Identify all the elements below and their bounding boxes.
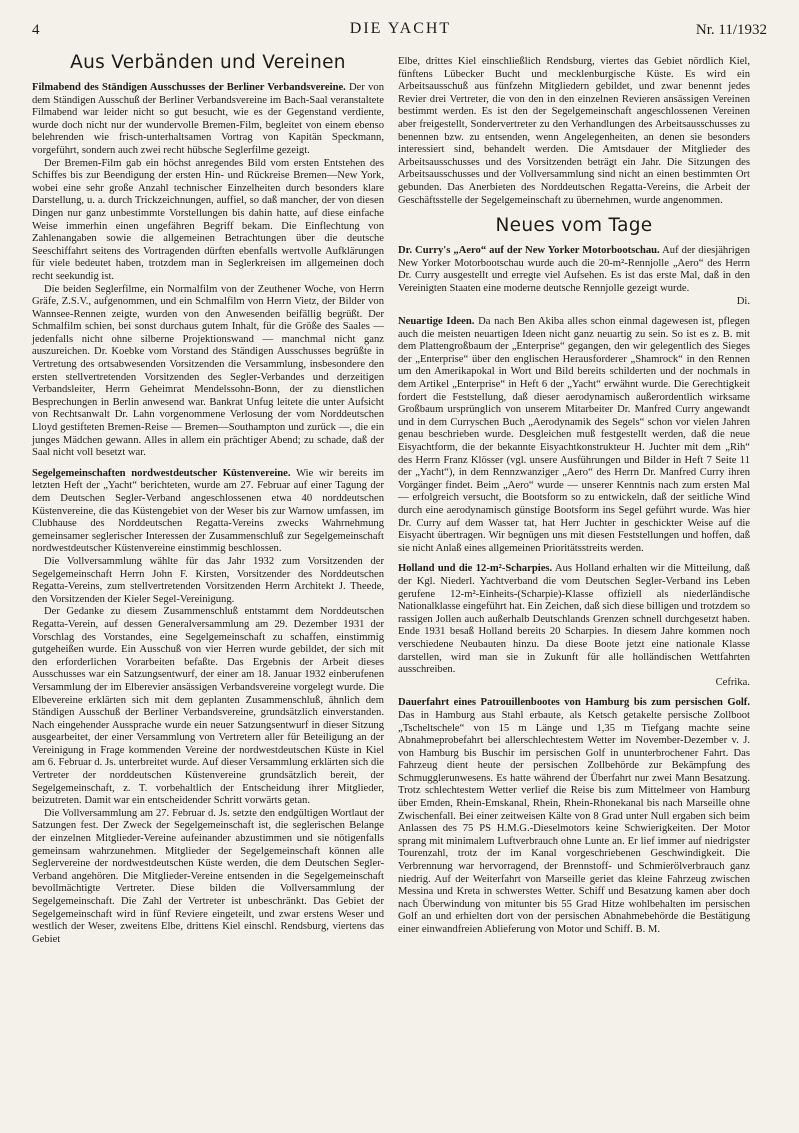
- section-title-verbaende: Aus Verbänden und Vereinen: [70, 52, 346, 73]
- article-text: Das in Hamburg aus Stahl erbaute, als Ketsch getakelte persische Zollboot „Tscheltschele“ von 15 m Länge und 1,35 m Tiefgang machte seine Abnahmeprobefahrt bei allerschlechtestem Wetter im November-Dezember v. J. von Hamburg bis Buschir im persischen Golf in ununterbrochener Fahrt. Das Fahrzeug dient heute der persischen Zollbehörde zur Bekämpfung des Schmugglerunwesens. Es hatte während der Überfahrt nur zwei Mann Besatzung. Trotz schlechtestem Wetter verlief die Reise bis zum Mittelmeer von Hamburg über Emden, Rhein-Emskanal, Rhein, Rhein-Rhonekanal bis nach Marseille ohne Zwischenfall. Bei einer zeitweisen Kälte von 8 Grad unter Null ergaben sich beim Anlassen des 75 PS H.M.G.-Dieselmotors keine Schwierigkeiten. Der Motor sprang mit minimalem Luftverbrauch ohne Lunte an. Er lief immer auf niedrigster Tourenzahl, trotz der im Kanal vorgeschriebenen Geschwindigkeit. Die Verbrennung war hervorragend, der Brennstoff- und Schmierölverbrauch ganz niedrig. Auf der Weiterfahrt von Marseille geriet das kleine Fahrzeug zwischen Messina und Kreta in schwerstes Wetter. Schiff und Besatzung kamen aber doch nach Überwindung von mitunter bis 55 Grad Hitze wohlbehalten im persischen Golf an und erhielten dort von der persischen Abnahmebehörde die Bestätigung einer einwandfreien Ablieferung von Motor und Schiff.: [398, 709, 750, 935]
- left-column: [32, 48, 384, 954]
- magazine-title: DIE YACHT: [349, 20, 452, 37]
- article-title: Holland und die 12-m²-Scharpies.: [398, 563, 553, 575]
- right-column: [398, 56, 750, 945]
- article-signature: B. M.: [635, 924, 660, 935]
- article-paragraph: [32, 82, 384, 158]
- article-paragraph: Der Gedanke zu diesem Zusammenschluß entstammt dem Norddeutschen Regatta-Verein, auf dessen Generalversammlung am 29. Dezember 1931 der Vorschlag des Vorstandes, eine Segelgemeinschaft zu schaffen, einstimmig gutgeheißen wurde. Ein Ausschuß von vier Herren wurde gebildet, der sich mit den erforderlichen Vorarbeiten befaßte. Das Ergebnis der Arbeit dieses Ausschusses war ein Satzungsentwurf, der einer am 18. Januar 1932 einberufenen Versammlung der im Elberevier ansässigen Verbandsvereine vorgelegt wurde. Die Elbevereine erklärten sich mit dem geplanten Zusammenschluß, ähnlich dem Ständigen Ausschuß der Berliner Verbandsvereine, grundsätzlich einverstanden. Nach eingehender Aussprache wurde ein neuer Satzungsentwurf in dieser Sitzung ausgearbeitet, der einer Versammlung von Vertretern aller für Beteiligung an der Vereinigung in Frage kommenden Vereine der nordwestdeutschen Küste in Kiel am 6. Februar d. Js. unterbreitet wurde. Auf dieser Versammlung erklärten sich die Vertreter der norddeutschen Küstenvereine grundsätzlich bereit, der Segelgemeinschaft, z. T. vorbehaltlich der Entscheidung ihrer Mitglieder, beizutreten. Damit war ein entscheidender Schritt vorwärts getan.: [32, 606, 384, 807]
- article-patrouillenboot: [398, 697, 750, 936]
- article-title: Segelgemeinschaften nordwestdeutscher Küstenvereine.: [32, 467, 291, 479]
- article-text: Auf der diesjährigen New Yorker Motorbootschau wurde auch die 20-m²-Rennjolle „Aero“ des Herrn Dr. Curry ausgestellt und erregte viel Aufsehen. Es ist das erste Mal, daß in den Vereinigten Staaten eine moderne deutsche Rennjolle gezeigt wurde.: [398, 245, 750, 294]
- article-paragraph: [398, 316, 750, 555]
- article-paragraph: Der Bremen-Film gab ein höchst anregendes Bild vom ersten Entstehen des Schiffes bis zur Beendigung der ersten Hin- und Rückreise Bremen—New York, wobei eine sehr große Anzahl technischer Einzelheiten durch besonders klare Darstellung, u. a. durch Trickzeichnungen, auffiel, so daß mancher, der von diesen Dingen nur ganz unbestimmte Vorstellungen bis dahin hatte, auf diese einfache Weise immerhin einen ungefähren Begriff bekam. Die Einflechtung von Zahlenangaben sowie die allgemeinen Betrachtungen über die deutsche Seeschiffahrt seitens des Vortragenden dürften ebenfalls wertvolle Aufklärungen für viele bedeutet haben, trotzdem man in Seglerkreisen im allgemeinen doch recht seekundig ist.: [32, 157, 384, 282]
- article-paragraph: Die Vollversammlung wählte für das Jahr 1932 zum Vorsitzenden der Segelgemeinschaft Herrn John F. Kirsten, Vorsitzender des Norddeutschen Regatta-Vereins, zum stellvertretenden Vorsitzenden Herrn Architekt J. Theede, den Vorsitzenden der Kieler Segel-Vereinigung.: [32, 555, 384, 605]
- article-signature: Di.: [736, 295, 750, 307]
- article-segelgemeinschaften: [32, 468, 384, 947]
- article-signature: Cefrika.: [715, 676, 750, 688]
- page-header: [30, 18, 771, 44]
- article-title: Dr. Curry's „Aero“ auf der New Yorker Motorbootschau.: [398, 245, 660, 257]
- article-paragraph: [398, 563, 750, 676]
- article-text: Der von dem Ständigen Ausschuß der Berliner Verbandsvereine im Bach-Saal veranstaltete Filmabend war leider nicht so gut besucht, wie es der Gegenstand verdiente, wurde doch nicht nur der wundervolle Bremen-Film, begleitet von einem ebenso belehrenden wie frisch-unterhaltsamen Vortrag von Kapitän Speckmann, vorgeführt, sondern auch zwei recht hübsche Seglerfilme gezeigt.: [32, 82, 384, 156]
- article-continuation: [398, 56, 750, 207]
- article-title: Neuartige Ideen.: [398, 316, 475, 328]
- article-paragraph: Die Vollversammlung am 27. Februar d. Js. setzte den endgültigen Wortlaut der Satzungen fest. Der Zweck der Segelgemeinschaft ist, die seglerischen Belange der einzelnen Mitglieder-Vereine aufeinander abzustimmen und sie nötigenfalls gemeinsam wahrzunehmen. Mitglieder der Segelgemeinschaft können alle Seglervereine der nordwestdeutschen Küste werden, die dem Deutschen Segler-Verband angehören. Die Mitglieder-Vereine entsenden in die Segelgemeinschaft bevollmächtigte Vertreter. Diese bilden die Vollversammlung der Segelgemeinschaft. Die Zahl der Vertreter ist unbeschränkt. Das Gebiet der Segelgemeinschaft wird in fünf Reviere eingeteilt, und zwar erstens Weser und westlich der Weser, zweitens Elbe, drittens Kiel einschl. Rendsburg, viertens das Gebiet: [32, 807, 384, 945]
- section-title-neues: Neues vom Tage: [495, 215, 653, 237]
- article-filmabend: [32, 82, 384, 460]
- article-neuartige-ideen: [398, 316, 750, 555]
- article-text: Aus Holland erhalten wir die Mitteilung, daß der Kgl. Niederl. Yachtverband die vom Deutschen Segler-Verband ins Leben gerufene 12-m²-Einheits-(Scharpie)-Klasse offiziell als niederländische Nationalklasse eingeführt hat. Ein Zeichen, daß sich diese billigen und trotzdem so rassigen Jollen auch außerhalb Deutschlands Grenzen schnell durchgesetzt haben. Ende 1931 besaß Holland bereits 20 Scharpies. In diesem Jahre kommen noch verschiedene Neubauten hinzu. Da diese Boote jetzt eine nationale Klasse darstellen, wird man sie in Zukunft für alle holländischen Wettfahrten ausschreiben.: [398, 563, 750, 676]
- page-number: 4: [32, 22, 40, 38]
- article-text: Da nach Ben Akiba alles schon einmal dagewesen ist, pflegen auch die meisten neuartigen Ideen nicht ganz neuartig zu sein. So ist es z. B. mit dem Plattengroßbaum der „Enterprise“ gegangen, den wir gelegentlich des Sieges der „Enterprise“ über den englischen Herausforderer „Shamrock“ in den Rennen um den Amerikapokal in Wort und Bild bereits schilderten und der nochmals in dem Artikel „Enterprise“ in Heft 6 der „Yacht“ erwähnt wurde. Die Gerechtigkeit fordert die Feststellung, daß dieser aerodynamisch außerordentlich wirksame Großbaum ursprünglich von unserem Mitarbeiter Dr. Manfred Curry angewandt und in dem Curryschen Buch „Aerodynamik des Segels“ schon vor vielen Jahren genau beschrieben wurde. Desgleichen muß festgestellt werden, daß die neue Eisyachtform, die der bekannte Eisyachtkonstrukteur H. Juchter mit dem „Rih“ des Herrn Franz Klösser (vgl. unsere Ausführungen und Bilder in Heft 7 Seite 11 der „Yacht“), in dem Rennzwanziger „Aero“ des Herrn Dr. Manfred Curry ihren Vorgänger findet. Beim „Aero“ wurde — unserer Kenntnis nach zum ersten Mal — erfolgreich versucht, die Bootsform so zu entwickeln, daß der seitliche Wind durch eine aerodynamisch günstige Bootsform ins Segel geführt wurde. Was hier Dr. Curry auf dem Wasser tat, hat Herr Juchter in geschickter Weise auf die Eisyacht übertragen. Wir begnügen uns mit diesen Feststellungen und hoffen, daß sie nicht Anlaß eines allgemeinen Prioritätsstreits werden.: [398, 316, 750, 554]
- article-paragraph: Die beiden Seglerfilme, ein Normalfilm von der Zeuthener Woche, von Herrn Gräfe, Z.S.V., aufgenommen, und ein Schmalfilm von Herrn Vietz, der Bilder von Wannsee-Rennen zeigte, wurden von den Anwesenden beifällig begrüßt. Der Schmalfilm schien, bei sonst durchaus gutem Inhalt, für die Größe des Saales — jedenfalls nicht ohne silberne Projektionswand — manchmal nicht ganz auszureichen. Dr. Koebke vom Vorstand des Ständigen Ausschusses begrüßte in Vertretung des ortsabwesenden Vorsitzenden die Versammlung, insbesondere den ersten stellvertretenden Vorsitzenden des Segler-Verbandes und derzeitigen Verbandsleiter, Herrn Geheimrat Mendelssohn-Bonn, der zu dienstlichen Besprechungen in Berlin anwesend war. Bankrat Unfug leitete die unter Aufsicht von Rechtsanwalt Dr. Lahn vorgenommene Verlosung der vom Norddeutschen Lloyd gestifteten Bremen-Reise — Bremen—Southampton und zurück —, die ein junges Mädchen gewann. Alles in allem ein prächtiger Abend; zu schade, daß der Saal nicht voll besetzt war.: [32, 283, 384, 459]
- article-paragraph: Elbe, drittes Kiel einschließlich Rendsburg, viertes das Gebiet nördlich Kiel, fünftens Lübecker Bucht und mecklenburgische Küste. Es wird ein Arbeitsausschuß aus fünfzehn Mitgliedern gebildet, und zwar benennt jedes Revier drei Vertreter, die von den in den einzelnen Revieren ansässigen Vereinen bestimmt werden. Es ist den der Segelgemeinschaft angeschlossenen Vereinen aber freigestellt, Sondervertreter zu den Verhandlungen des Arbeitsausschusses zu benennen bzw. zu entsenden, wenn Angelegenheiten, an denen sie besonders interessiert sind, behandelt werden. Die Amtsdauer der Mitglieder des Arbeitsausschusses und des Vorsitzenden beträgt ein Jahr. Die Sitzungen des Arbeitsausschusses und der Vollversammlung sind nicht an einen bestimmten Ort gebunden. Das Anerbieten des Norddeutschen Regatta-Vereins, die Arbeit der Geschäftsstelle der Segelgemeinschaft zu übernehmen, wurde angenommen.: [398, 56, 750, 206]
- article-paragraph: [398, 245, 750, 295]
- article-title: Dauerfahrt eines Patrouillenbootes von Hamburg bis zum persischen Golf.: [398, 697, 750, 709]
- article-text: Wie wir bereits im letzten Heft der „Yacht“ berichteten, wurde am 27. Februar auf einer Tagung der dem Deutschen Segler-Verband angeschlossenen etwa 40 norddeutschen Küstenvereine, die das Küstengebiet von der Weser bis zur Warnow umfassen, im Clubhause des Norddeutschen Regatta-Vereins zwecks Wahrnehmung gemeinsamer seglerischer Interessen der Zusammenschluß zur Segelgemeinschaft nordwestdeutscher Küstenvereine einstimmig beschlossen.: [32, 467, 384, 555]
- article-aero: [398, 245, 750, 308]
- article-paragraph: [32, 468, 384, 556]
- article-holland: [398, 563, 750, 689]
- article-title: Filmabend des Ständigen Ausschusses der Berliner Verbandsvereine.: [32, 82, 346, 93]
- issue-number: Nr. 11/1932: [695, 22, 767, 38]
- article-paragraph: [398, 697, 750, 936]
